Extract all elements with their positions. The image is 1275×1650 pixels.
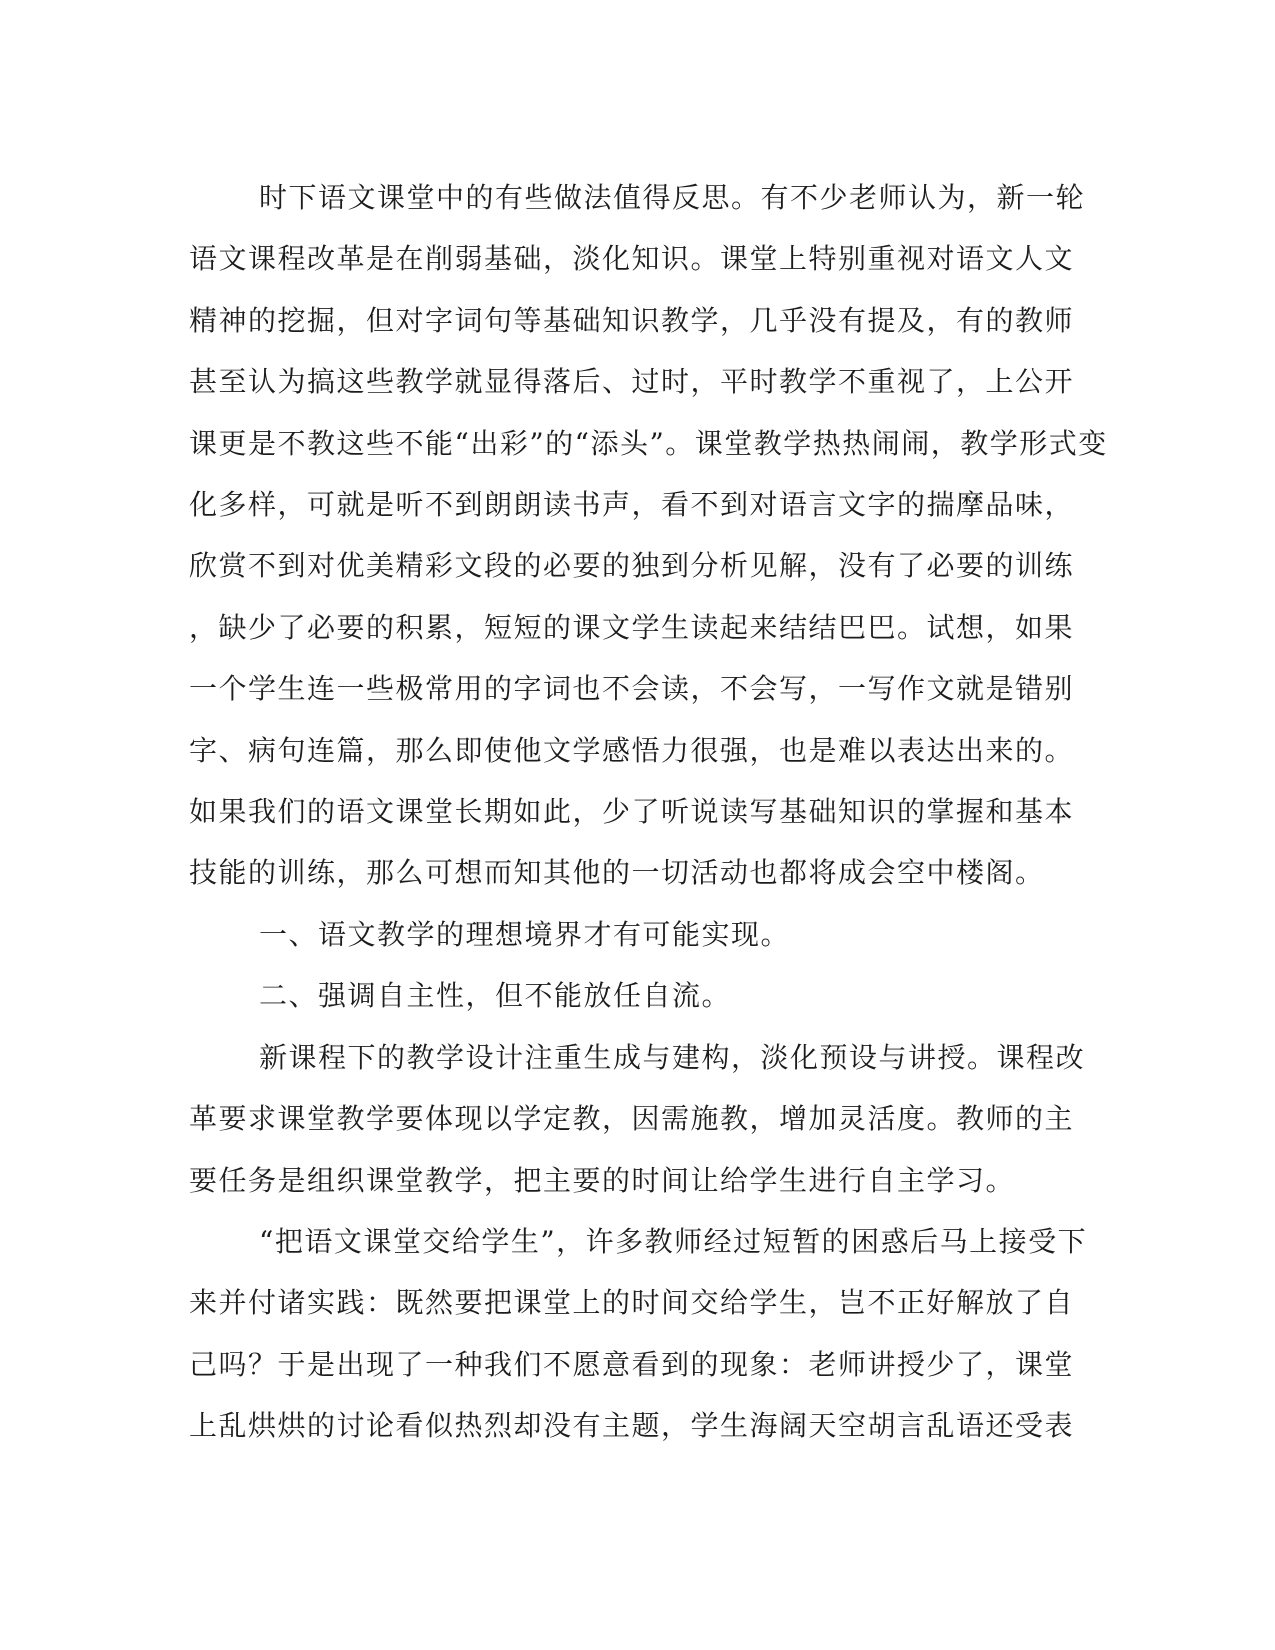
text-line: 精神的挖掘，但对字词句等基础知识教学，几乎没有提及，有的教师 [189,303,1075,337]
text-line: ，缺少了必要的积累，短短的课文学生读起来结结巴巴。试想，如果 [189,610,1075,644]
text-line: 来并付诸实践：既然要把课堂上的时间交给学生，岂不正好解放了自 [189,1286,1075,1320]
text-line: 甚至认为搞这些教学就显得落后、过时，平时教学不重视了，上公开 [189,365,1075,399]
section-heading: 一、语文教学的理想境界才有可能实现。 [259,917,791,951]
paragraph-reflection [189,167,1108,904]
text-line: 要任务是组织课堂教学，把主要的时间让给学生进行自主学习。 [189,1163,1016,1197]
document-body [189,167,1108,1457]
section-heading: 二、强调自主性，但不能放任自流。 [259,979,732,1013]
text-line: 化多样，可就是听不到朗朗读书声，看不到对语言文字的揣摩品味， [189,488,1075,522]
text-line: 欣赏不到对优美精彩文段的必要的独到分析见解，没有了必要的训练 [189,549,1075,583]
paragraph-hand-over-class [189,1211,1089,1457]
text-line: 字、病句连篇，那么即使他文学感悟力很强，也是难以表达出来的。 [189,733,1075,767]
text-line: 革要求课堂教学要体现以学定教，因需施教，增加灵活度。教师的主 [189,1102,1075,1136]
text-line: 新课程下的教学设计注重生成与建构，淡化预设与讲授。课程改 [259,1040,1086,1074]
text-line: 时下语文课堂中的有些做法值得反思。有不少老师认为，新一轮 [259,181,1086,214]
heading-two [189,965,1089,1026]
text-line: 课更是不教这些不能“出彩”的“添头”。课堂教学热热闹闹，教学形式变 [189,426,1108,460]
text-line: 一个学生连一些极常用的字词也不会读，不会写，一写作文就是错别 [189,672,1075,706]
paragraph-new-curriculum [189,1027,1089,1211]
text-line: “把语文课堂交给学生”，许多教师经过短暂的困惑后马上接受下 [259,1224,1088,1258]
text-line: 己吗？于是出现了一种我们不愿意看到的现象：老师讲授少了，课堂 [189,1347,1075,1381]
text-line: 上乱烘烘的讨论看似热烈却没有主题，学生海阔天空胡言乱语还受表 [189,1409,1075,1443]
heading-one [189,904,1089,965]
text-line: 如果我们的语文课堂长期如此，少了听说读写基础知识的掌握和基本 [189,795,1075,829]
text-line: 技能的训练，那么可想而知其他的一切活动也都将成会空中楼阁。 [189,856,1045,890]
text-line: 语文课程改革是在削弱基础，淡化知识。课堂上特别重视对语文人文 [189,242,1075,276]
